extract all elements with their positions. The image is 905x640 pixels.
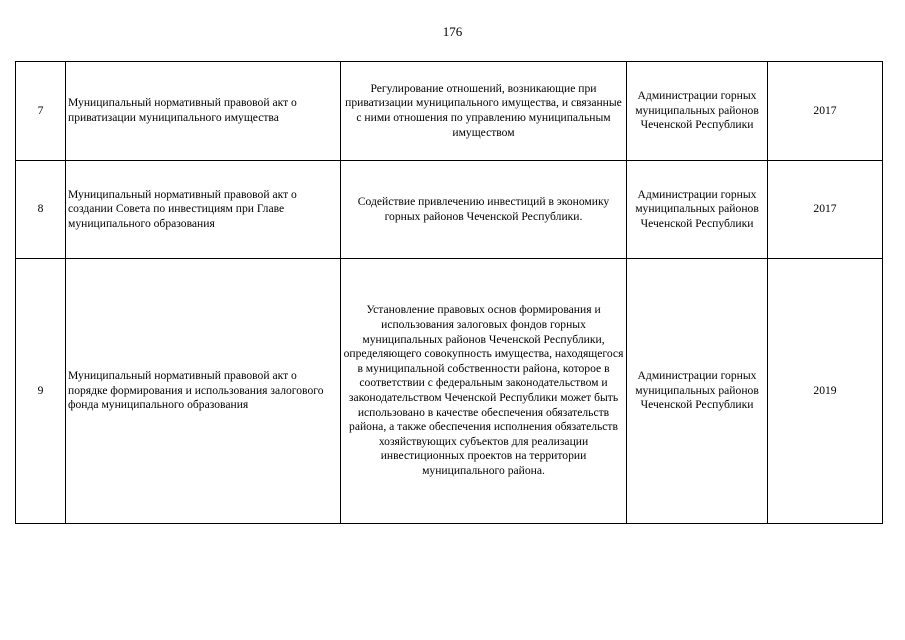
measures-table — [15, 61, 883, 524]
year: 2017 — [768, 161, 883, 259]
table-row — [16, 62, 883, 161]
act-name: Муниципальный нормативный правовой акт о приватизации муниципального имущества — [66, 62, 341, 161]
year: 2017 — [768, 62, 883, 161]
act-description: Регулирование отношений, возникающие при приватизации муниципального имущества, и связанные с ними отношения по управлению муниципальным имуществом — [341, 62, 627, 161]
table-row — [16, 161, 883, 259]
act-description: Содействие привлечению инвестиций в экономику горных районов Чеченской Республики. — [341, 161, 627, 259]
row-number: 7 — [16, 62, 66, 161]
row-number: 9 — [16, 259, 66, 524]
row-number: 8 — [16, 161, 66, 259]
responsible-party: Администрации горных муниципальных районов Чеченской Республики — [627, 161, 768, 259]
act-name: Муниципальный нормативный правовой акт о порядке формирования и использования залогового фонда муниципального образования — [66, 259, 341, 524]
responsible-party: Администрации горных муниципальных районов Чеченской Республики — [627, 62, 768, 161]
page-number: 176 — [442, 24, 463, 39]
responsible-party: Администрации горных муниципальных районов Чеченской Республики — [627, 259, 768, 524]
table-row — [16, 259, 883, 524]
act-description: Установление правовых основ формирования и использования залоговых фондов горных муниципальных районов Чеченской Республики, определяющего совокупность имущества, находящегося в муниципальной собственности района, которое в соответствии с федеральным законодательством и законодательством Чеченской Республики может быть использовано в качестве обеспечения обязательств района, а также обеспечения исполнения обязательств хозяйствующих субъектов для реализации инвестиционных проектов на территории муниципального района. — [341, 259, 627, 524]
act-name: Муниципальный нормативный правовой акт о создании Совета по инвестициям при Главе муниципального образования — [66, 161, 341, 259]
year: 2019 — [768, 259, 883, 524]
